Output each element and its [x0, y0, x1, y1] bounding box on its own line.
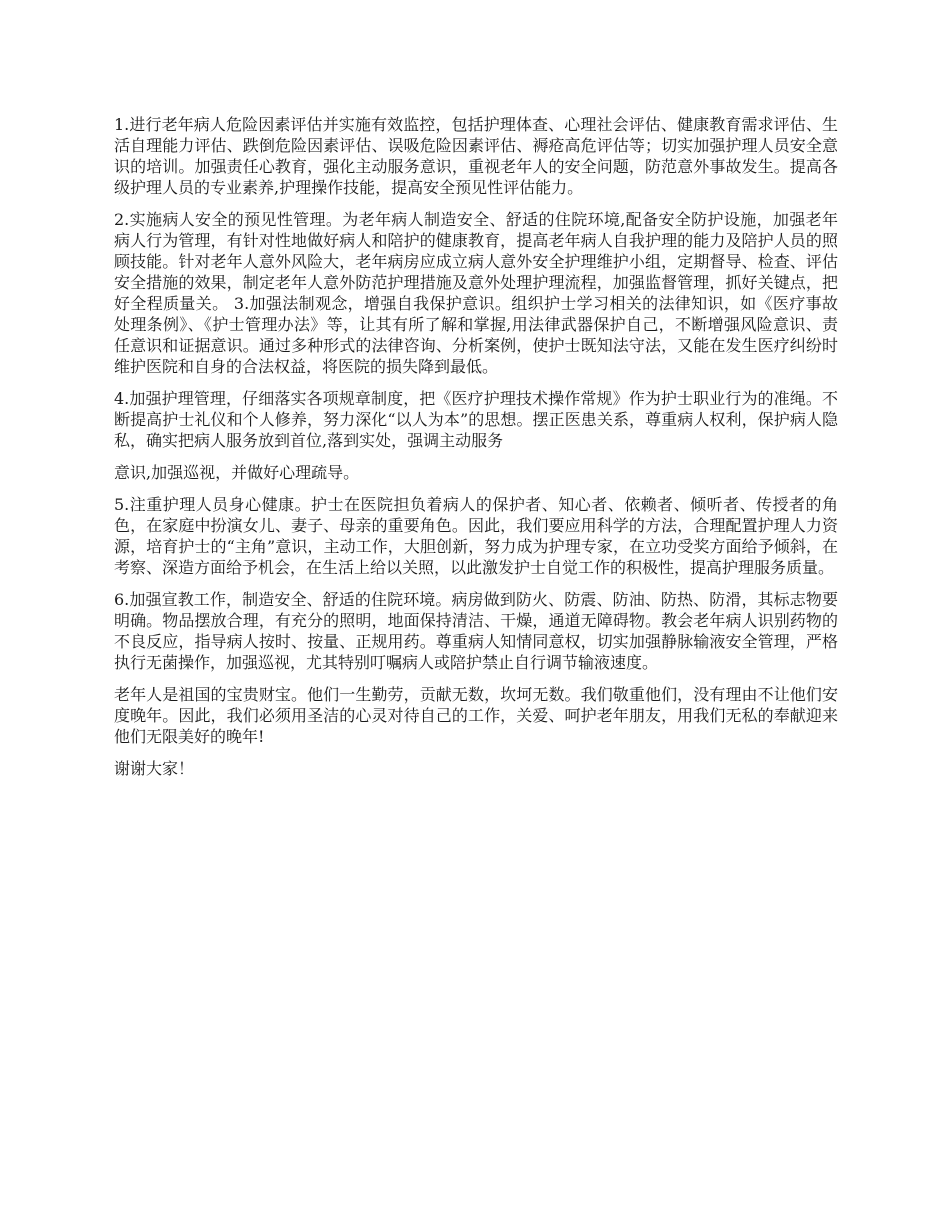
document-body [114, 114, 838, 790]
paragraph-5: 5.注重护理人员身心健康。护士在医院担负着病人的保护者、知心者、依赖者、倾听者、传授者的角色，在家庭中扮演女儿、妻子、母亲的重要角色。因此，我们要应用科学的方法，合理配置护理人力资源，培育护士的“主角”意识，主动工作，大胆创新，努力成为护理专家，在立功受奖方面给予倾斜，在考察、深造方面给予机会，在生活上给以关照，以此激发护士自觉工作的积极性，提高护理服务质量。 [114, 495, 838, 577]
closing-thanks: 谢谢大家！ [114, 759, 195, 778]
paragraph-6: 6.加强宣教工作，制造安全、舒适的住院环境。病房做到防火、防震、防油、防热、防滑，其标志物要明确。物品摆放合理，有充分的照明，地面保持清洁、干燥，通道无障碍物。教会老年病人识别药物的不良反应，指导病人按时、按量、正规用药。尊重病人知情同意权，切实加强静脉输液安全管理，严格执行无菌操作，加强巡视，尤其特别叮嘱病人或陪护禁止自行调节输液速度。 [114, 590, 838, 672]
paragraph-7: 老年人是祖国的宝贵财宝。他们一生勤劳，贡献无数，坎坷无数。我们敬重他们，没有理由不让他们安度晚年。因此，我们必须用圣洁的心灵对待自己的工作，关爱、呵护老年朋友，用我们无私的奉献迎来他们无限美好的晚年! [114, 685, 838, 746]
paragraph-4: 意识,加强巡视，并做好心理疏导。 [114, 463, 360, 482]
paragraph-2: 2.实施病人安全的预见性管理。为老年病人制造安全、舒适的住院环境,配备安全防护设施，加强老年病人行为管理，有针对性地做好病人和陪护的健康教育，提高老年病人自我护理的能力及陪护人员的照顾技能。针对老年人意外风险大，老年病房应成立病人意外安全护理维护小组，定期督导、检查、评估安全措施的效果，制定老年人意外防范护理措施及意外处理护理流程，加强监督管理，抓好关键点，把好全程质量关。 3.加强法制观念，增强自我保护意识。组织护士学习相关的法律知识，如《医疗事故处理条例》、《护士管理办法》等，让其有所了解和掌握,用法律武器保护自己，不断增强风险意识、责任意识和证据意识。通过多种形式的法律咨询、分析案例，使护士既知法守法，又能在发生医疗纠纷时维护医院和自身的合法权益，将医院的损失降到最低。 [114, 210, 838, 376]
paragraph-3: 4.加强护理管理，仔细落实各项规章制度，把《医疗护理技术操作常规》作为护士职业行为的准绳。不断提高护士礼仪和个人修养，努力深化“以人为本”的思想。摆正医患关系，尊重病人权利，保护病人隐私，确实把病人服务放到首位,落到实处，强调主动服务 [114, 389, 838, 450]
paragraph-1: 1.进行老年病人危险因素评估并实施有效监控，包括护理体查、心理社会评估、健康教育需求评估、生活自理能力评估、跌倒危险因素评估、误吸危险因素评估、褥疮高危评估等；切实加强护理人员安全意识的培训。加强责任心教育，强化主动服务意识，重视老年人的安全问题，防范意外事故发生。提高各级护理人员的专业素养,护理操作技能，提高安全预见性评估能力。 [114, 115, 838, 197]
